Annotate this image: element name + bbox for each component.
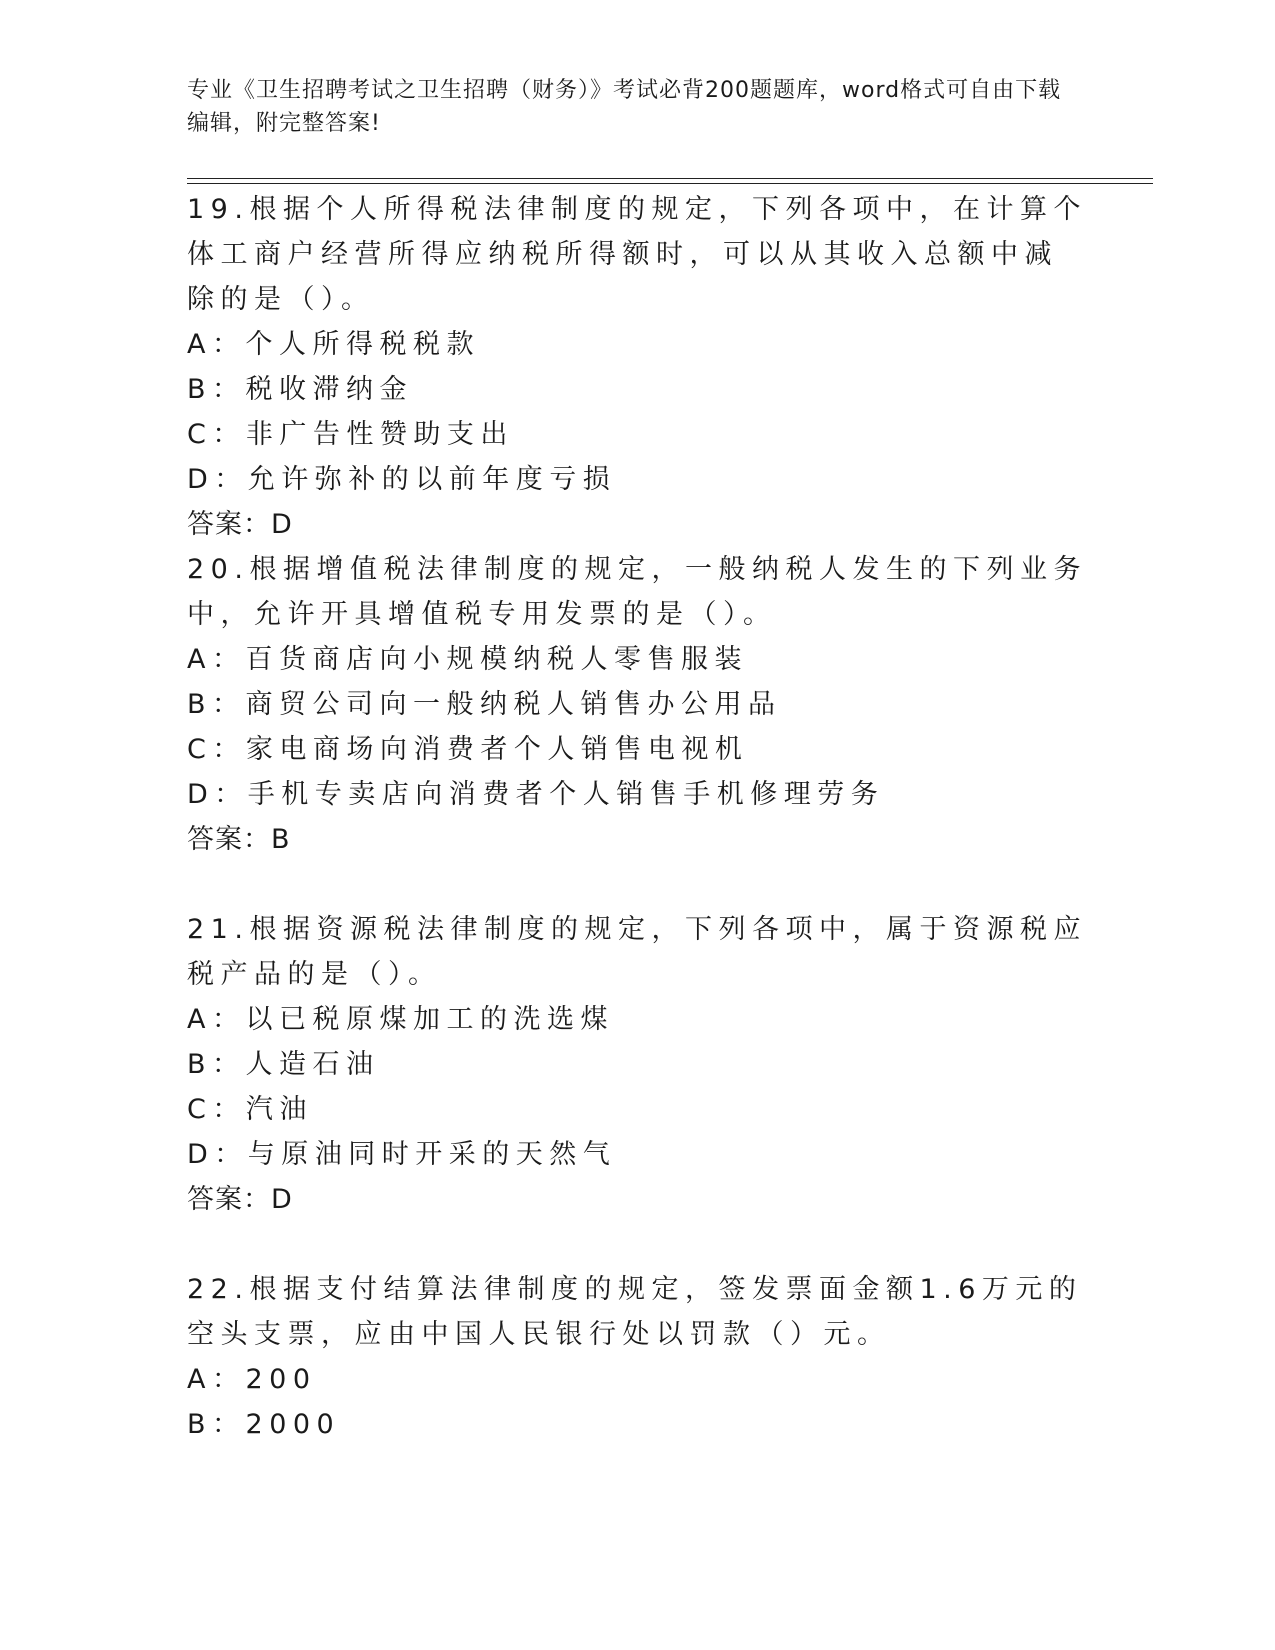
- option-a: A：个人所得税税款: [187, 329, 480, 360]
- option-b: B：税收滞纳金: [187, 374, 414, 405]
- option-a: A：以已税原煤加工的洗选煤: [187, 1004, 614, 1035]
- option-b: B：2000: [187, 1409, 341, 1440]
- option-c: C：家电商场向消费者个人销售电视机: [187, 734, 749, 765]
- question-stem: 19.根据个人所得税法律制度的规定，下列各项中，在计算个体工商户经营所得应纳税所得额时，可以从其收入总额中减除的是（）。: [187, 194, 1087, 315]
- answer: 答案：D: [187, 509, 293, 540]
- document-header: 专业《卫生招聘考试之卫生招聘（财务）》考试必背200题题库，word格式可自由下载编辑，附完整答案!: [187, 78, 1062, 136]
- question-21: [187, 907, 1087, 1222]
- question-stem: 20.根据增值税法律制度的规定，一般纳税人发生的下列业务中，允许开具增值税专用发票的是（）。: [187, 554, 1087, 630]
- question-20: [187, 547, 1087, 862]
- answer: 答案：D: [187, 1184, 293, 1215]
- option-a: A：200: [187, 1364, 317, 1395]
- option-d: D：与原油同时开采的天然气: [187, 1139, 617, 1170]
- header-rule-top: [187, 178, 1153, 179]
- question-stem: 21.根据资源税法律制度的规定，下列各项中，属于资源税应税产品的是（）。: [187, 914, 1087, 990]
- header-rule-bottom: [187, 183, 1153, 184]
- option-d: D：手机专卖店向消费者个人销售手机修理劳务: [187, 779, 885, 810]
- option-b: B：商贸公司向一般纳税人销售办公用品: [187, 689, 782, 720]
- option-b: B：人造石油: [187, 1049, 380, 1080]
- question-19: [187, 187, 1087, 547]
- option-c: C：非广告性赞助支出: [187, 419, 514, 450]
- question-22: [187, 1267, 1087, 1447]
- option-d: D：允许弥补的以前年度亏损: [187, 464, 617, 495]
- answer: 答案：B: [187, 824, 291, 855]
- option-a: A：百货商店向小规模纳税人零售服装: [187, 644, 748, 675]
- option-c: C：汽油: [187, 1094, 313, 1125]
- question-stem: 22.根据支付结算法律制度的规定，签发票面金额1.6万元的空头支票，应由中国人民银行处以罚款（）元。: [187, 1274, 1083, 1350]
